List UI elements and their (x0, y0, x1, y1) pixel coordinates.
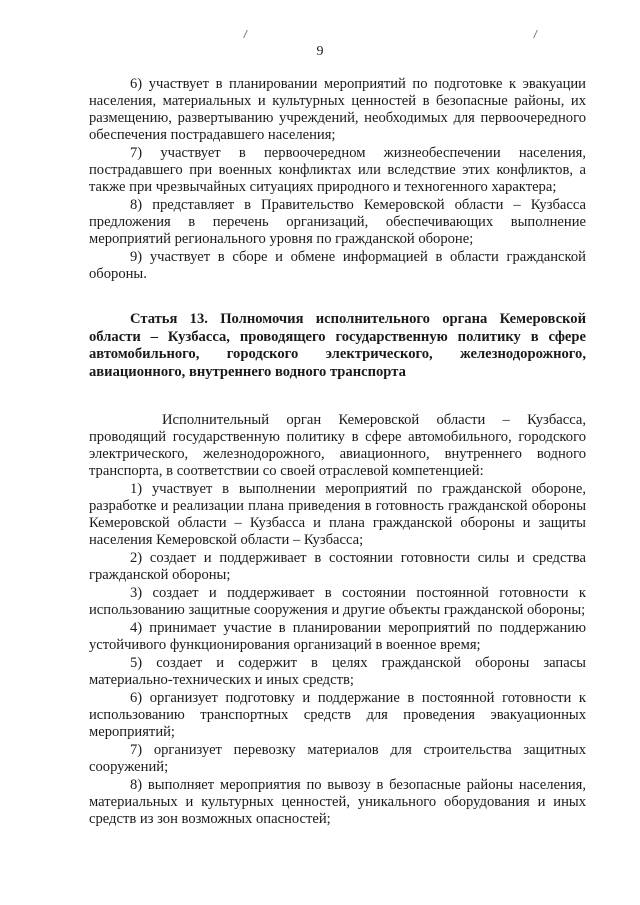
scan-mark (533, 30, 542, 38)
paragraph: 2) создает и поддерживает в состоянии готовности силы и средства гражданской обороны; (89, 550, 586, 583)
paragraph: 7) участвует в первоочередном жизнеобеспечении населения, пострадавшего при военных конфликтах или вследствие этих конфликтов, а также при чрезвычайных ситуациях природного и техногенного характера; (89, 145, 586, 195)
paragraph: 7) организует перевозку материалов для строительства защитных сооружений; (89, 742, 586, 775)
paragraph: 5) создает и содержит в целях гражданской обороны запасы материально-технических и иных средств; (89, 655, 586, 688)
paragraph: 4) принимает участие в планировании мероприятий по поддержанию устойчивого функционирования организаций в военное время; (89, 620, 586, 653)
article-title: Статья 13. Полномочия исполнительного органа Кемеровской области – Кузбасса, проводящего государственную политику в сфере автомобильного, городского электрического, железнодорожного, авиационного, внутреннего водного транспорта (89, 311, 586, 380)
document-body (89, 76, 586, 828)
article-intro: Исполнительный орган Кемеровской области – Кузбасса, проводящий государственную политику в сфере автомобильного, городского электрического, железнодорожного, авиационного, внутреннего водного транспорта, в соответствии со своей отраслевой компетенцией: (89, 412, 586, 479)
paragraph: 9) участвует в сборе и обмене информацией в области гражданской обороны. (89, 249, 586, 282)
paragraph: 8) представляет в Правительство Кемеровской области – Кузбасса предложения в перечень организаций, обеспечивающих выполнение мероприятий регионального уровня по гражданской обороне; (89, 197, 586, 247)
page-number: 9 (316, 44, 324, 59)
scan-mark (243, 30, 252, 38)
paragraph: 8) выполняет мероприятия по вывозу в безопасные районы населения, материальных и культурных ценностей, уникального оборудования и иных средств из зон возможных опасностей; (89, 777, 586, 827)
paragraph: 3) создает и поддерживает в состоянии постоянной готовности к использованию защитные сооружения и другие объекты гражданской обороны; (89, 585, 586, 618)
paragraph: 6) участвует в планировании мероприятий по подготовке к эвакуации населения, материальных и культурных ценностей в безопасные районы, их размещению, развертыванию учреждений, необходимых для первоочередного обеспечения пострадавшего населения; (89, 76, 586, 143)
paragraph: 6) организует подготовку и поддержание в постоянной готовности к использованию транспортных средств для проведения эвакуационных мероприятий; (89, 690, 586, 740)
paragraph: 1) участвует в выполнении мероприятий по гражданской обороне, разработке и реализации плана приведения в готовность гражданской обороны Кемеровской области – Кузбасса и плана гражданской обороны и защиты населения Кемеровской области – Кузбасса; (89, 481, 586, 548)
